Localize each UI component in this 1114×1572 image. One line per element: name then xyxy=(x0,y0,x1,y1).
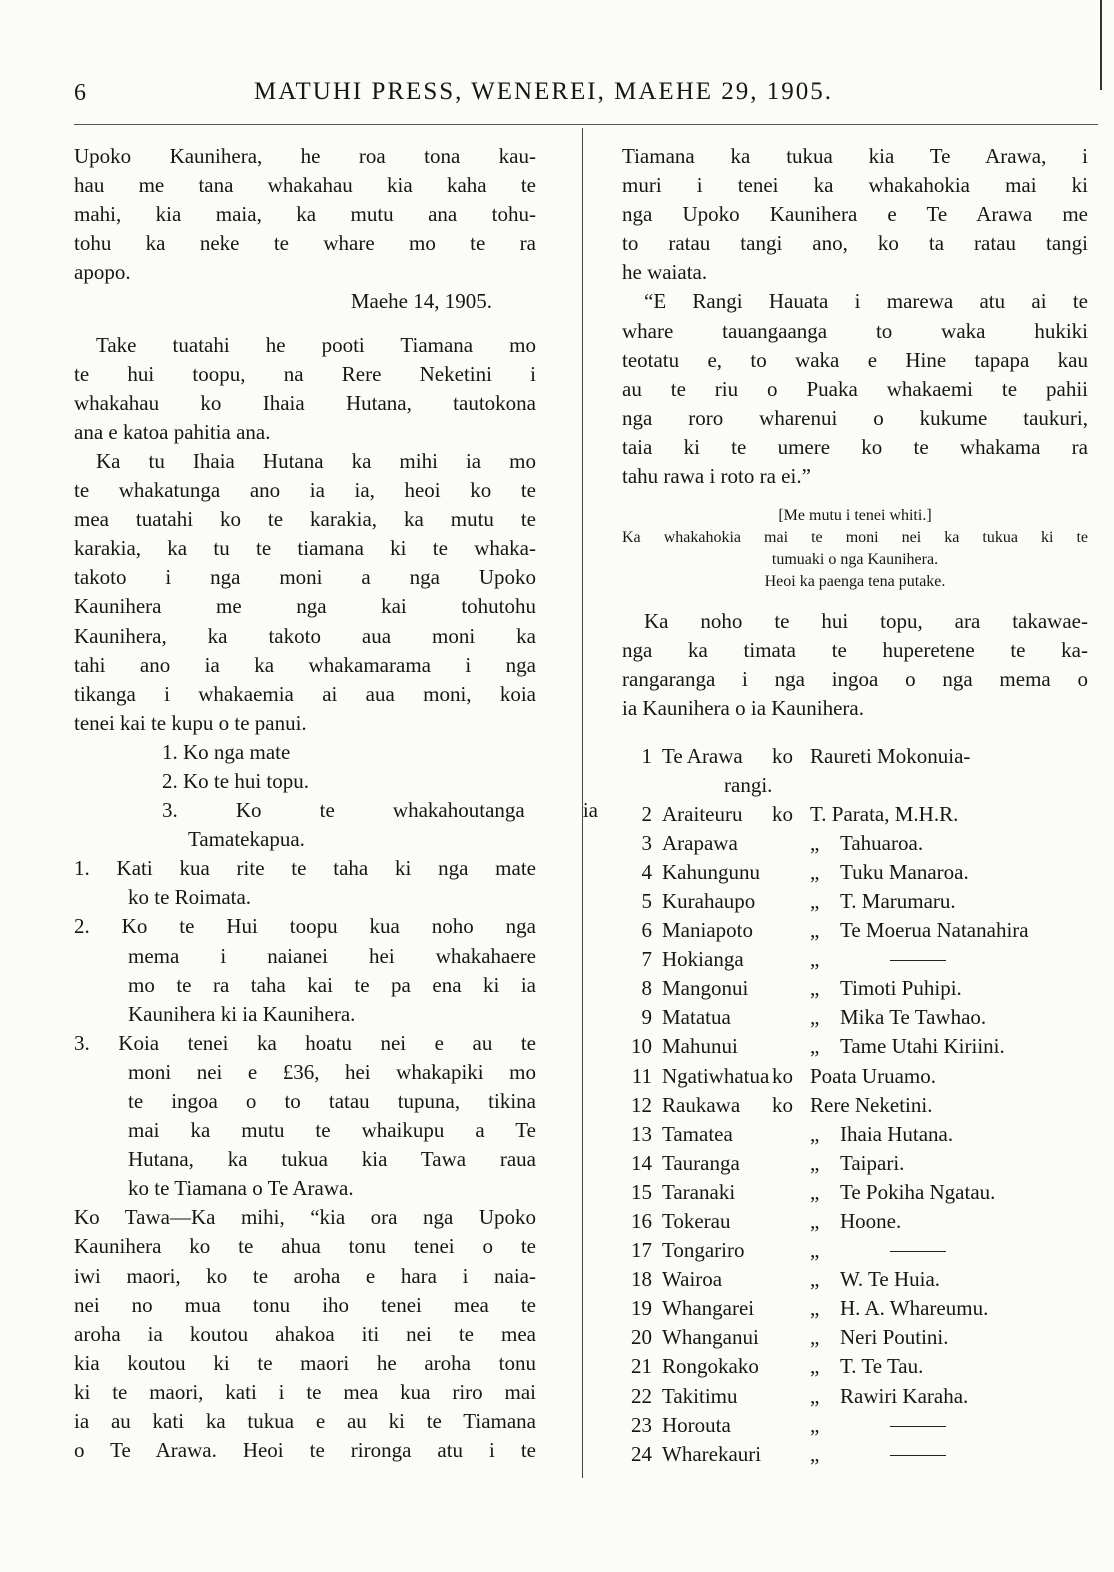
text-line: ki te maori, kati i te mea kua riro mai xyxy=(74,1379,536,1404)
text-line: takoto i nga moni a nga Upoko xyxy=(74,565,536,590)
member-name: H. A. Whareumu. xyxy=(840,1296,989,1321)
resolution-item: 3. Koia tenei ka hoatu nei e au te xyxy=(74,1030,536,1055)
text-line: nga ka timata te huperetene te ka- xyxy=(622,638,1088,663)
resolution-item-cont: mema i naianei hei whakahaere xyxy=(128,943,536,968)
district-name: Hokianga xyxy=(662,947,744,972)
resolutions-list xyxy=(74,854,536,1203)
member-name: Mika Te Tawhao. xyxy=(840,1005,987,1030)
district-name: Mangonui xyxy=(662,976,749,1001)
text-line: taia ki te umere ko te whakama ra xyxy=(622,434,1088,459)
text-line: aroha ia koutou ahakoa iti nei te mea xyxy=(74,1321,536,1346)
member-name: Rawiri Karaha. xyxy=(840,1383,969,1408)
text-line: te whakatunga ano ia ia, heoi ko te xyxy=(74,478,536,503)
text-line: teotatu e, to waka e Hine tapapa kau xyxy=(622,347,1088,372)
text-line: Ka tu Ihaia Hutana ka mihi ia mo xyxy=(96,448,536,473)
paragraph-intro xyxy=(74,142,536,287)
text-line: ia au kati ka tukua e au ki te Tiamana xyxy=(74,1409,536,1434)
council-row xyxy=(622,800,1088,829)
council-row xyxy=(622,771,1088,800)
row-number: 9 xyxy=(641,1005,652,1030)
member-name: Te Moerua Natanahira xyxy=(840,918,1029,943)
paragraph-chairman xyxy=(74,447,536,738)
member-name: Neri Poutini. xyxy=(840,1325,949,1350)
row-separator: ko xyxy=(772,801,793,826)
district-name: Wharekauri xyxy=(662,1441,762,1466)
agenda-item: 3. Ko te whakahoutanga ia xyxy=(162,798,598,823)
text-line: nga Upoko Kaunihera e Te Arawa me xyxy=(622,202,1088,227)
row-number: 1 xyxy=(641,743,652,768)
text-line: mea tuatahi ko te karakia, ka mutu te xyxy=(74,507,536,532)
council-row xyxy=(622,916,1088,945)
resolution-item-cont: ko te Roimata. xyxy=(128,885,252,910)
row-separator: „ xyxy=(810,1238,820,1263)
row-separator: ko xyxy=(772,1092,793,1117)
member-name: Tuku Manaroa. xyxy=(840,859,969,884)
district-name: Tauranga xyxy=(662,1150,740,1175)
row-number: 23 xyxy=(631,1412,652,1437)
vacant-dash xyxy=(890,1455,946,1456)
text-line: he waiata. xyxy=(622,260,708,285)
district-name: Tamatea xyxy=(662,1121,733,1146)
row-number: 12 xyxy=(631,1092,652,1117)
district-name: Taranaki xyxy=(662,1179,736,1204)
note-line: tumuaki o nga Kaunihera. xyxy=(771,551,939,569)
resolution-item: 2. Ko te Hui toopu kua noho nga xyxy=(74,914,536,939)
row-number: 11 xyxy=(631,1063,652,1088)
member-name: Tahuaroa. xyxy=(840,830,924,855)
district-name: Te Arawa xyxy=(662,743,743,768)
text-line: ana e katoa pahitia ana. xyxy=(74,419,271,444)
resolution-item-cont: Kaunihera ki ia Kaunihera. xyxy=(128,1001,356,1026)
page-number: 6 xyxy=(74,80,86,106)
text-line: Kaunihera, ka takoto aua moni ka xyxy=(74,623,536,648)
council-row xyxy=(622,742,1088,771)
left-column xyxy=(74,142,598,1465)
row-separator: „ xyxy=(810,1005,820,1030)
council-row xyxy=(622,1294,1088,1323)
district-name: Tokerau xyxy=(662,1209,731,1233)
row-number: 19 xyxy=(631,1296,652,1321)
district-name: Wairoa xyxy=(662,1267,723,1292)
page-title: MATUHI PRESS, WENEREI, MAEHE 29, 1905. xyxy=(254,78,834,105)
right-column xyxy=(622,142,1088,1469)
council-row xyxy=(622,887,1088,916)
member-name: Timoti Puhipi. xyxy=(840,976,962,1001)
council-row xyxy=(622,858,1088,887)
resolution-item-cont: mai ka mutu te whaikupu a Te xyxy=(128,1118,536,1143)
vacant-dash xyxy=(890,960,946,961)
council-row xyxy=(622,1323,1088,1352)
council-row xyxy=(622,829,1088,858)
district-name: Maniapoto xyxy=(662,918,753,943)
vacant-dash xyxy=(890,1251,946,1252)
text-line: au te riu o Puaka whakaemi te pahii xyxy=(622,376,1088,401)
council-row xyxy=(622,1062,1088,1091)
text-line: ia Kaunihera o ia Kaunihera. xyxy=(622,696,864,721)
text-line: whare tauangaanga to waka hukiki xyxy=(622,318,1088,343)
row-number: 24 xyxy=(631,1441,652,1466)
page-header xyxy=(64,74,1074,114)
text-line: Kaunihera ko te ahua tonu tenei o te xyxy=(74,1234,536,1259)
council-row xyxy=(622,1003,1088,1032)
paragraph-members xyxy=(622,607,1088,723)
text-line: o Te Arawa. Heoi te rironga atu i te xyxy=(74,1438,536,1463)
paragraph-tawa xyxy=(74,1203,536,1465)
row-separator: „ xyxy=(810,1383,820,1408)
row-number: 22 xyxy=(631,1383,652,1408)
council-row xyxy=(622,945,1088,974)
note-line: [Me mutu i tenei whiti.] xyxy=(778,507,932,525)
district-name: Matatua xyxy=(662,1005,731,1030)
resolution-item-cont: Hutana, ka tukua kia Tawa raua xyxy=(128,1147,536,1172)
district-name: Horouta xyxy=(662,1412,731,1437)
row-separator: „ xyxy=(810,1150,820,1175)
paragraph-tiamana xyxy=(622,142,1088,287)
note-line: Ka whakahokia mai te moni nei ka tukua ki te xyxy=(622,529,1088,547)
member-name: T. Marumaru. xyxy=(840,888,956,913)
council-row xyxy=(622,974,1088,1003)
row-number: 6 xyxy=(641,918,652,943)
text-line: “E Rangi Hauata i marewa atu ai te xyxy=(644,289,1088,314)
row-separator: „ xyxy=(810,1179,820,1204)
council-row xyxy=(622,1411,1088,1440)
text-line: hau me tana whakahau kia kaha te xyxy=(74,173,536,198)
district-name: Whangarei xyxy=(662,1296,755,1321)
member-name: T. Te Tau. xyxy=(840,1354,924,1379)
agenda-item-cont: Tamatekapua. xyxy=(188,827,305,852)
text-line: mahi, kia maia, ka mutu ana tohu- xyxy=(74,202,536,227)
district-name: Rongokako xyxy=(662,1354,759,1379)
row-separator: „ xyxy=(810,1296,820,1321)
resolution-item-cont: mo te ra taha kai te pa ena ki ia xyxy=(128,972,536,997)
dateline: Maehe 14, 1905. xyxy=(350,289,492,314)
member-name: rangi. xyxy=(724,772,773,797)
district-name: Ngatiwhatua xyxy=(662,1063,770,1088)
row-number: 16 xyxy=(631,1209,652,1233)
row-separator: „ xyxy=(810,1267,820,1292)
text-line: Tiamana ka tukua kia Te Arawa, i xyxy=(622,144,1088,168)
row-number: 20 xyxy=(631,1325,652,1350)
row-number: 15 xyxy=(631,1179,652,1204)
row-number: 5 xyxy=(641,888,652,913)
row-number: 8 xyxy=(641,976,652,1001)
member-name: Rere Neketini. xyxy=(810,1092,933,1117)
resolution-item-cont: te ingoa o to tatau tupuna, tikina xyxy=(128,1089,536,1113)
row-separator: „ xyxy=(810,918,820,943)
text-line: to ratau tangi ano, ko ta ratau tangi xyxy=(622,231,1088,256)
row-number: 3 xyxy=(641,830,652,855)
district-name: Araiteuru xyxy=(662,801,743,826)
agenda-item: 2. Ko te hui topu. xyxy=(162,768,309,793)
row-number: 7 xyxy=(641,947,652,972)
council-row xyxy=(622,1149,1088,1178)
member-name: Poata Uruamo. xyxy=(810,1063,936,1088)
text-line: whakahau ko Ihaia Hutana, tautokona xyxy=(74,390,536,415)
text-line: tohu ka neke te whare mo te ra xyxy=(74,231,536,256)
member-name: Taipari. xyxy=(840,1150,905,1175)
row-separator: „ xyxy=(810,1121,820,1146)
row-number: 18 xyxy=(631,1267,652,1292)
text-line: tikanga i whakaemia ai aua moni, koia xyxy=(74,681,536,706)
district-name: Whanganui xyxy=(662,1325,759,1350)
council-row xyxy=(622,1236,1088,1265)
row-number: 21 xyxy=(631,1354,652,1379)
district-name: Raukawa xyxy=(662,1092,741,1117)
member-name: Te Pokiha Ngatau. xyxy=(840,1179,996,1204)
text-line: Take tuatahi he pooti Tiamana mo xyxy=(96,332,536,357)
waiata-verse xyxy=(622,287,1088,491)
district-name: Kurahaupo xyxy=(662,888,756,913)
row-separator: „ xyxy=(810,1441,820,1466)
row-number: 2 xyxy=(641,801,652,826)
row-separator: ko xyxy=(772,743,793,768)
vacant-dash xyxy=(890,1426,946,1427)
council-row xyxy=(622,1178,1088,1207)
council-row xyxy=(622,1120,1088,1149)
resolution-item: 1. Kati kua rite te taha ki nga mate xyxy=(74,856,536,881)
council-member-list xyxy=(622,742,1088,1469)
text-line: te hui toopu, na Rere Neketini i xyxy=(74,361,536,386)
council-row xyxy=(622,1207,1088,1236)
member-name: Tame Utahi Kiriini. xyxy=(840,1034,1005,1059)
council-row xyxy=(622,1352,1088,1381)
row-number: 17 xyxy=(631,1238,652,1263)
member-name: W. Te Huia. xyxy=(840,1267,941,1292)
resolution-item-cont: moni nei e £36, hei whakapiki mo xyxy=(128,1059,536,1084)
text-line: Ka noho te hui topu, ara takawae- xyxy=(644,609,1088,634)
row-separator: „ xyxy=(810,1209,820,1233)
council-row xyxy=(622,1382,1088,1411)
district-name: Takitimu xyxy=(662,1383,738,1408)
text-line: nei no mua tonu iho tenei mea te xyxy=(74,1292,536,1317)
district-name: Tongariro xyxy=(662,1238,745,1263)
council-row xyxy=(622,1091,1088,1120)
row-separator: „ xyxy=(810,1412,820,1437)
district-name: Arapawa xyxy=(662,830,738,855)
text-line: kia koutou ki te maori he aroha tonu xyxy=(74,1350,536,1375)
text-line: Ko Tawa—Ka mihi, “kia ora nga Upoko xyxy=(74,1205,536,1230)
member-name: Ihaia Hutana. xyxy=(840,1121,954,1146)
agenda-list xyxy=(74,738,598,854)
council-row xyxy=(622,1265,1088,1294)
row-separator: „ xyxy=(810,859,820,884)
header-rule xyxy=(74,124,1098,125)
resolution-item-cont: ko te Tiamana o Te Arawa. xyxy=(128,1176,354,1201)
text-line: rangaranga i nga ingoa o nga mema o xyxy=(622,667,1088,692)
text-line: tenei kai te kupu o te panui. xyxy=(74,710,307,735)
text-line: Upoko Kaunihera, he roa tona kau- xyxy=(74,144,536,168)
note-line: Heoi ka paenga tena putake. xyxy=(764,573,946,591)
text-line: tahi ano ia ka whakamarama i nga xyxy=(74,652,536,677)
row-number: 4 xyxy=(641,859,652,884)
text-line: tahu rawa i roto ra ei.” xyxy=(622,464,811,489)
row-separator: „ xyxy=(810,1354,820,1379)
council-row xyxy=(622,1440,1088,1469)
row-separator: „ xyxy=(810,1034,820,1059)
text-line: nga roro wharenui o kukume taukuri, xyxy=(622,405,1088,430)
text-line: Kaunihera me nga kai tohutohu xyxy=(74,594,536,619)
row-separator: ko xyxy=(772,1063,793,1088)
row-separator: „ xyxy=(810,947,820,972)
district-name: Kahungunu xyxy=(662,859,760,884)
agenda-item: 1. Ko nga mate xyxy=(162,739,291,764)
text-line: muri i tenei ka whakahokia mai ki xyxy=(622,173,1088,198)
row-number: 13 xyxy=(631,1121,652,1146)
district-name: Mahunui xyxy=(662,1034,738,1059)
row-number: 10 xyxy=(631,1034,652,1059)
row-separator: „ xyxy=(810,830,820,855)
page-edge-mark xyxy=(1100,0,1102,90)
member-name: Raureti Mokonuia- xyxy=(810,743,971,768)
text-line: apopo. xyxy=(74,260,131,285)
row-separator: „ xyxy=(810,888,820,913)
council-row xyxy=(622,1032,1088,1061)
row-separator: „ xyxy=(810,1325,820,1350)
member-name: T. Parata, M.H.R. xyxy=(810,801,959,826)
member-name: Hoone. xyxy=(840,1209,902,1233)
editorial-note xyxy=(622,505,1088,593)
row-separator: „ xyxy=(810,976,820,1001)
text-line: karakia, ka tu te tiamana ki te whaka- xyxy=(74,536,536,561)
row-number: 14 xyxy=(631,1150,652,1175)
text-line: iwi maori, ko te aroha e hara i naia- xyxy=(74,1263,536,1288)
paragraph-motion xyxy=(74,331,536,447)
